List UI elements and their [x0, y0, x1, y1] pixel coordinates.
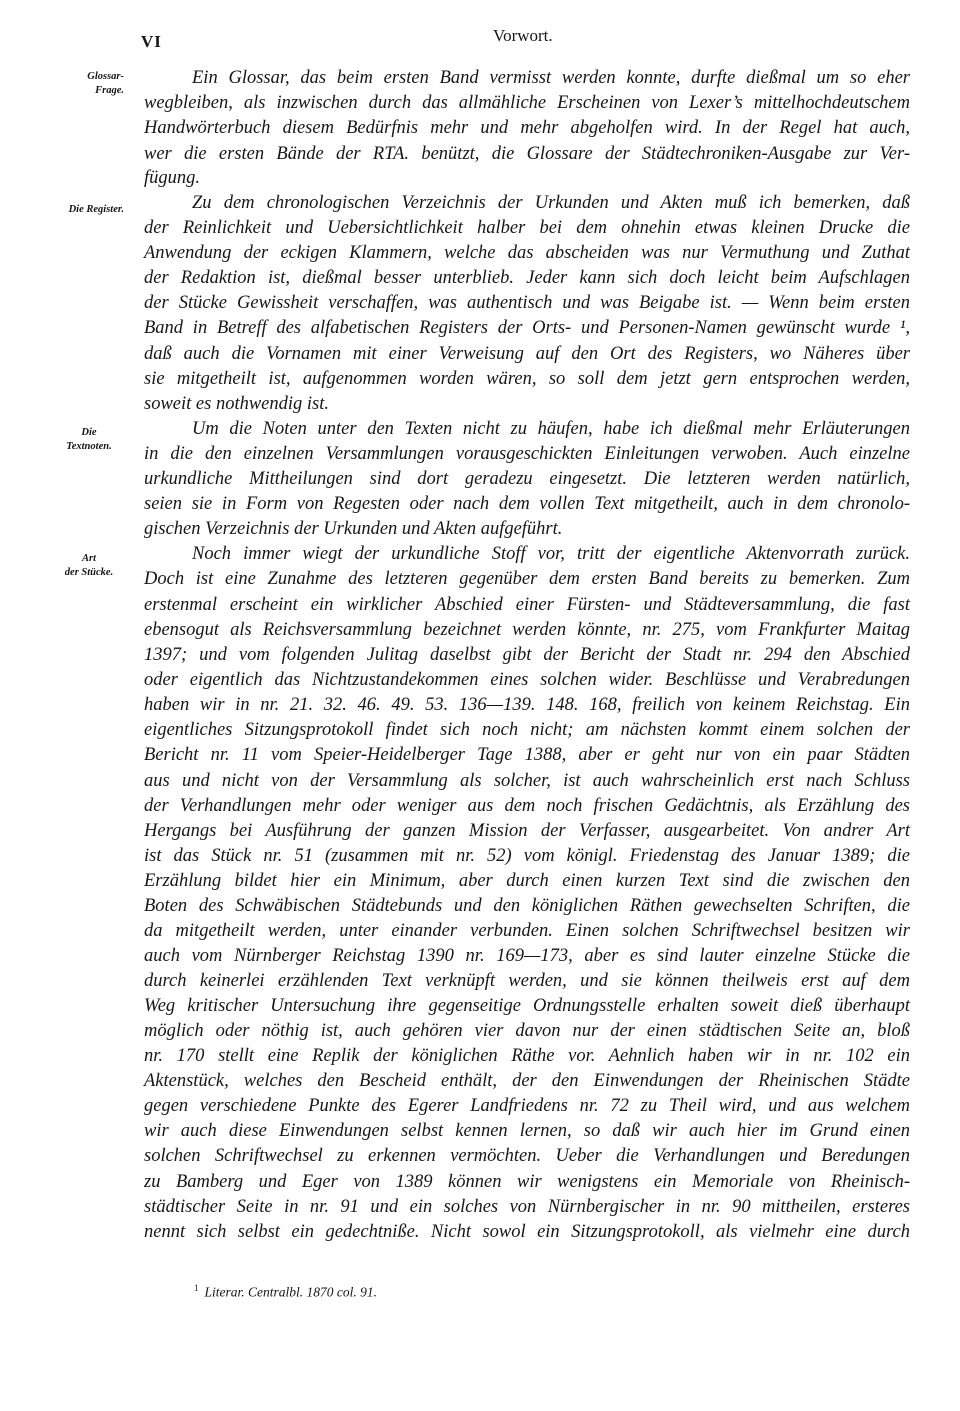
- margin-note-textnoten: [52, 426, 126, 454]
- text-line: gegen verschiedene Punkte des Egerer Landfriedens nr. 72 zu Theil wird, und aus welchem: [144, 1096, 910, 1116]
- text-line: eigentliches Sitzungsprotokoll findet sich noch nicht; am nächsten kommt einem solchen der: [144, 720, 910, 740]
- running-title: Vorwort.: [493, 26, 553, 45]
- margin-note-line: Frage.: [95, 85, 124, 96]
- page-number: VI: [141, 32, 162, 51]
- text-line: wir auch diese Einwendungen selbst kennen lernen, so daß wir auch hier im Grund einen: [144, 1121, 910, 1141]
- text-line: Band in Betreff des alfabetischen Registers der Orts- und Personen-Namen gewünscht wurde ¹,: [144, 318, 910, 338]
- text-line: der Verhandlungen mehr oder weniger aus dem noch frischen Gedächtnis, als Erzählung des: [144, 796, 910, 816]
- text-line: Zu dem chronologischen Verzeichnis der Urkunden und Akten muß ich bemerken, daß: [192, 193, 910, 213]
- text-line: der Reinlichkeit und Uebersichtlichkeit halber bei dem ohnehin etwas kleinen Drucke die: [144, 218, 910, 238]
- text-line: fügung.: [144, 168, 201, 188]
- text-line: Hergangs bei Ausführung der ganzen Mission der Verfasser, ausgearbeitet. Von andrer Art: [144, 821, 910, 841]
- text-line: zu Bamberg und Eger von 1389 können wir wenigstens ein Memoriale von Rheinisch-: [144, 1172, 910, 1192]
- text-line: ebensogut als Reichsversammlung bezeichnet werden könnte, nr. 275, vom Frankfurter Maitag: [144, 620, 910, 640]
- text-line: soweit es nothwendig ist.: [144, 394, 329, 414]
- text-line: solchen Schriftwechsel zu erkennen vermöchten. Ueber die Verhandlungen und Beredungen: [144, 1146, 910, 1166]
- text-line: städtischer Seite in nr. 91 und ein solches von Nürnbergischer in nr. 90 mittheilen, ersteres: [144, 1197, 910, 1217]
- margin-note-line: Glossar-: [87, 71, 124, 82]
- margin-note-glossar: [50, 70, 124, 98]
- text-line: gischen Verzeichnis der Urkunden und Akten aufgeführt.: [144, 519, 563, 539]
- margin-note-line: Textnoten.: [66, 441, 112, 452]
- text-line: sie mitgetheilt ist, aufgenommen worden wären, so soll dem jetzt gern entsprochen werden,: [144, 369, 910, 389]
- margin-note-line: Die Register.: [68, 204, 124, 215]
- text-line: daß auch die Vornamen mit einer Verweisung auf den Ort des Registers, wo Näheres über: [144, 344, 910, 364]
- margin-note-line: Art: [81, 553, 96, 564]
- margin-note-art: [52, 552, 126, 580]
- text-line: in die den einzelnen Versammlungen vorausgeschickten Einleitungen verwoben. Auch einzelne: [144, 444, 910, 464]
- text-line: wegbleiben, als inzwischen durch das allmähliche Erscheinen von Lexer’s mittelhochdeutschem: [144, 93, 910, 113]
- footnote-mark: 1: [194, 1283, 199, 1293]
- text-line: Ein Glossar, das beim ersten Band vermisst werden konnte, durfte dießmal um so eher: [192, 68, 910, 88]
- text-line: Doch ist eine Zunahme des letzteren gegenüber dem ersten Band bereits zu bemerken. Zum: [144, 569, 910, 589]
- text-line: haben wir in nr. 21. 32. 46. 49. 53. 136—139. 148. 168, freilich von keinem Reichstag. Ein: [144, 695, 910, 715]
- text-line: der Stücke Gewissheit verschaffen, was authentisch und was Beigabe ist. — Wenn beim ersten: [144, 293, 910, 313]
- text-line: möglich oder nöthig ist, auch gehören vier davon nur der einen städtischen Seite an, bloß: [144, 1021, 910, 1041]
- text-line: Weg kritischer Untersuchung ihre gegenseitige Ordnungsstelle erhalten soweit dieß überhaupt: [144, 996, 910, 1016]
- text-line: Noch immer wiegt der urkundliche Stoff vor, tritt der eigentliche Aktenvorrath zurück.: [192, 544, 910, 564]
- text-line: Anwendung der eckigen Klammern, welche das abscheiden was nur Vermuthung und Zuthat: [144, 243, 910, 263]
- margin-note-line: Die: [81, 427, 97, 438]
- text-line: wer die ersten Bände der RTA. benützt, die Glossare der Städtechroniken-Ausgabe zur Ver-: [144, 144, 910, 164]
- text-line: auch vom Nürnberger Reichstag 1390 nr. 169—173, aber es sind lauter einzelne Stücke die: [144, 946, 910, 966]
- footnote-text: Literar. Centralbl. 1870 col. 91.: [204, 1284, 378, 1300]
- text-line: da mitgetheilt werden, unter einander verbunden. Einen solchen Schriftwechsel besitzen wir: [144, 921, 910, 941]
- text-line: durch keinerlei erzählenden Text verknüpft werden, und sie können theilweis erst auf dem: [144, 971, 910, 991]
- text-line: Aktenstück, welches den Bescheid enthält, der den Einwendungen der Rheinischen Städte: [144, 1071, 910, 1091]
- margin-note-line: der Stücke.: [64, 567, 114, 578]
- text-line: nennt sich selbst ein gedechtniße. Nicht sowol ein Sitzungsprotokoll, als vielmehr eine durch: [144, 1222, 910, 1242]
- text-line: Um die Noten unter den Texten nicht zu häufen, habe ich dießmal mehr Erläuterungen: [192, 419, 910, 439]
- text-line: aus und nicht von der Versammlung als solcher, ist auch wahrscheinlich erst nach Schluss: [144, 771, 910, 791]
- text-line: Handwörterbuch diesem Bedürfnis mehr und mehr abgeholfen wird. In der Regel hat auch,: [144, 118, 910, 138]
- text-line: seien sie in Form von Regesten oder nach dem vollen Text mitgetheilt, auch in dem chronolo-: [144, 494, 910, 514]
- text-line: ist das Stück nr. 51 (zusammen mit nr. 52) vom königl. Friedenstag des Januar 1389; die: [144, 846, 910, 866]
- footnote: [194, 1283, 377, 1301]
- text-line: der Redaktion ist, dießmal besser unterblieb. Jeder kann sich doch leicht beim Aufschlagen: [144, 268, 910, 288]
- margin-note-register: [50, 203, 124, 217]
- text-line: nr. 170 stellt eine Replik der königlichen Räthe vor. Aehnlich haben wir in nr. 102 ein: [144, 1046, 910, 1066]
- text-line: oder eigentlich das Nichtzustandekommen eines solchen wider. Beschlüsse und Verabredungen: [144, 670, 910, 690]
- text-line: Boten des Schwäbischen Städtebunds und den königlichen Räthen gewechselten Schriften, die: [144, 896, 910, 916]
- text-line: 1397; und vom folgenden Julitag daselbst gibt der Bericht der Stadt nr. 294 den Abschied: [144, 645, 910, 665]
- text-line: erstenmal erscheint ein wirklicher Abschied einer Fürsten- und Städteversammlung, die fast: [144, 595, 910, 615]
- text-line: Erzählung bildet hier ein Minimum, aber durch einen kurzen Text sind die zwischen den: [144, 871, 910, 891]
- text-line: urkundliche Mittheilungen sind dort geradezu eingesetzt. Die letzteren werden natürlich,: [144, 469, 910, 489]
- text-line: Bericht nr. 11 vom Speier-Heidelberger Tage 1388, aber er geht nur von ein paar Städten: [144, 745, 910, 765]
